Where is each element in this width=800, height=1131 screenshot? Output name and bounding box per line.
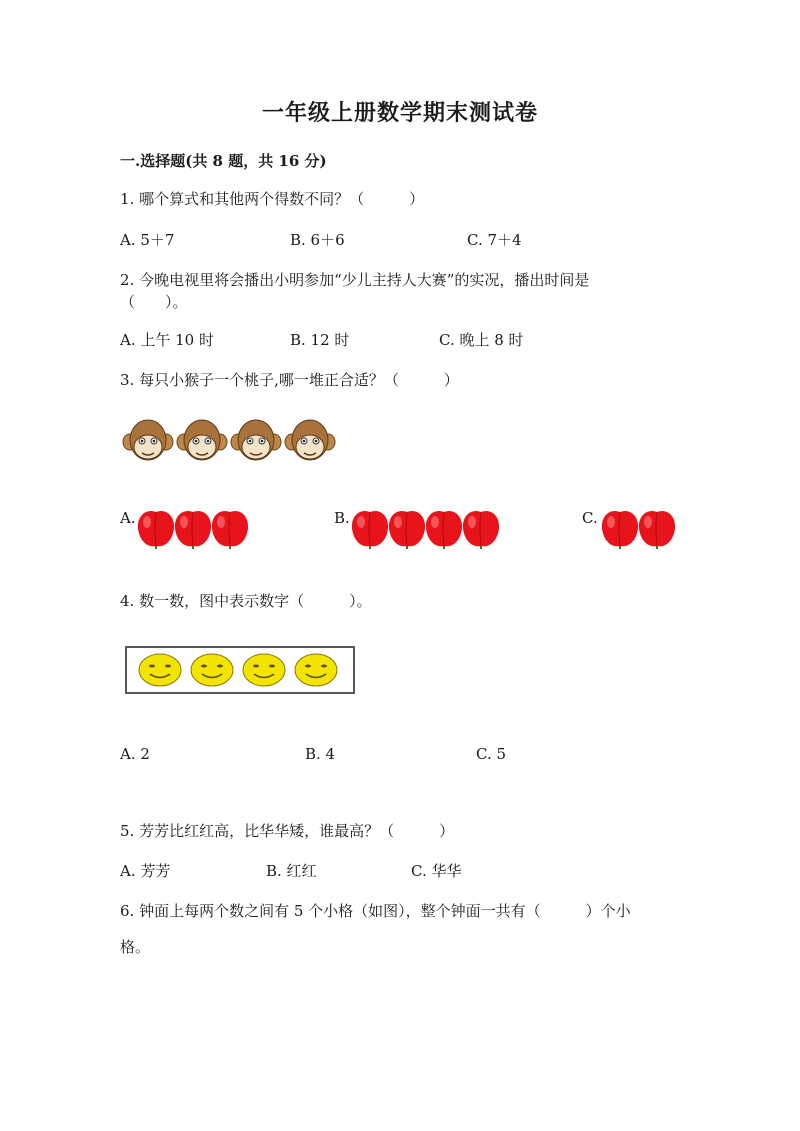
smiley-figure-box <box>125 646 355 694</box>
monkey-face-icon <box>176 416 228 468</box>
smiley-face-icon <box>137 652 183 688</box>
peach-icon <box>173 506 213 550</box>
peach-group-a <box>136 506 247 550</box>
peach-icon <box>600 506 640 550</box>
q3-option-a: A. <box>120 509 136 527</box>
q2-option-c: C. 晚上 8 时 <box>439 331 524 349</box>
monkey-face-icon <box>284 416 336 468</box>
section-heading: 一.选择题(共 8 题，共 16 分) <box>120 152 327 170</box>
question-2-line-2: （ ）。 <box>120 293 188 311</box>
question-5: 5. 芳芳比红红高，比华华矮，谁最高？（ ） <box>120 822 455 840</box>
q5-option-c: C. 华华 <box>411 862 462 880</box>
q2-option-a: A. 上午 10 时 <box>120 331 214 349</box>
peach-group-c <box>600 506 674 550</box>
question-2-line-1: 2. 今晚电视里将会播出小明参加“少儿主持人大赛”的实况，播出时间是 <box>120 271 590 289</box>
q3-option-c: C. <box>582 509 598 527</box>
q4-option-c: C. 5 <box>476 745 507 763</box>
peach-icon <box>210 506 250 550</box>
q1-option-b: B. 6＋6 <box>290 231 345 249</box>
peach-icon <box>387 506 427 550</box>
peach-icon <box>637 506 677 550</box>
q2-option-b: B. 12 时 <box>290 331 350 349</box>
smiley-face-icon <box>293 652 339 688</box>
peach-icon <box>350 506 390 550</box>
q4-option-b: B. 4 <box>305 745 336 763</box>
q1-option-c: C. 7＋4 <box>467 231 522 249</box>
question-6-line-1: 6. 钟面上每两个数之间有 5 个小格（如图），整个钟面一共有（ ）个小 <box>120 902 631 920</box>
monkey-face-icon <box>122 416 174 468</box>
question-3: 3. 每只小猴子一个桃子,哪一堆正合适？（ ） <box>120 371 459 389</box>
peach-icon <box>461 506 501 550</box>
peach-icon <box>136 506 176 550</box>
page-title: 一年级上册数学期末测试卷 <box>261 100 538 126</box>
peach-icon <box>424 506 464 550</box>
monkey-face-icon <box>230 416 282 468</box>
monkey-row <box>122 416 338 468</box>
question-6-line-2: 格。 <box>120 938 151 956</box>
q4-option-a: A. 2 <box>120 745 150 763</box>
q1-option-a: A. 5＋7 <box>120 231 175 249</box>
q5-option-b: B. 红红 <box>266 862 317 880</box>
q3-option-b: B. <box>334 509 350 527</box>
smiley-face-icon <box>189 652 235 688</box>
question-1: 1. 哪个算式和其他两个得数不同？（ ） <box>120 190 425 208</box>
peach-group-b <box>350 506 498 550</box>
q5-option-a: A. 芳芳 <box>120 862 171 880</box>
smiley-face-icon <box>241 652 287 688</box>
question-4: 4. 数一数，图中表示数字（ ）。 <box>120 592 372 610</box>
